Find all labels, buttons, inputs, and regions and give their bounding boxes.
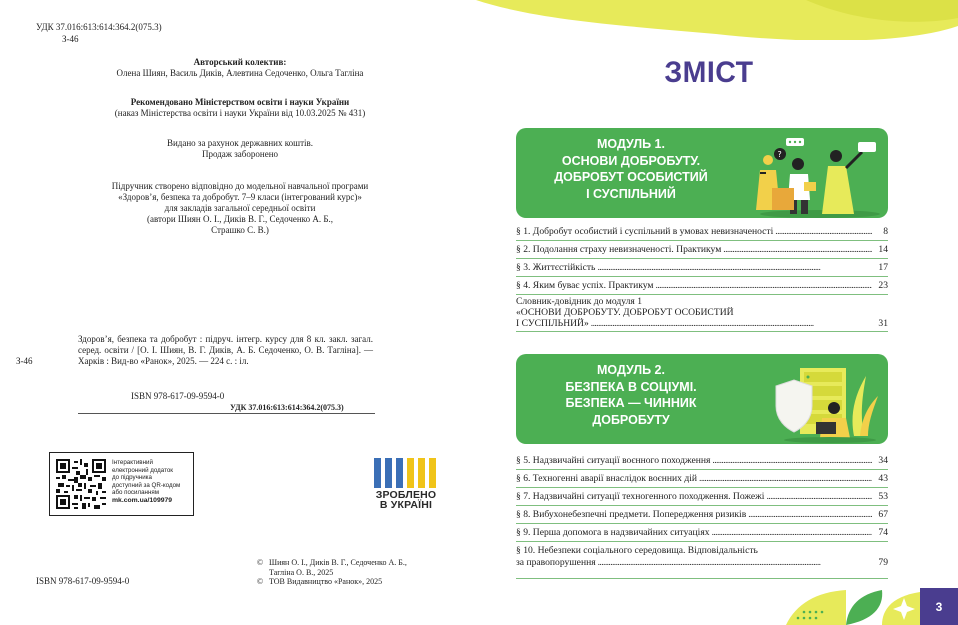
toc-leader-dots xyxy=(597,262,872,273)
people-celebrating-illustration-icon xyxy=(750,130,880,218)
toc-page-number: 43 xyxy=(878,473,888,484)
made-in-ukraine-line: В УКРАЇНІ xyxy=(379,499,433,511)
copyright-row xyxy=(257,577,457,587)
toc-row[interactable] xyxy=(516,506,888,524)
copyright-authors: Шиян О. І., Диків В. Г., Седоченко А. Б., xyxy=(269,558,407,567)
copyright-publisher: ТОВ Видавництво «Ранок», 2025 xyxy=(269,577,383,586)
module1-title-line: ДОБРОБУТ ОСОБИСТИЙ xyxy=(554,170,708,184)
module2-title-line: МОДУЛЬ 2. xyxy=(597,363,665,377)
made-in-ukraine-line: ЗРОБЛЕНО xyxy=(375,489,437,501)
qr-caption xyxy=(112,459,192,505)
module1-title-line: МОДУЛЬ 1. xyxy=(597,137,665,151)
dictionary-line: Словник-довідник до модуля 1 xyxy=(516,296,643,307)
module1-title xyxy=(516,136,746,202)
program-line: (автори Шиян О. І., Диків В. Г., Седоченко А. Б., xyxy=(146,214,334,224)
bibliographic-description: Здоров’я, безпека та добробут : підруч. інтегр. курсу для 8 кл. закл. загал. серед. освіти / [О. І. Шиян, В. Г. Диків, А. Б. Седоченко, О. В. Тагліна]. — Харків : Вид-во «Ранок», 2025. — 224 с. : іл. xyxy=(78,334,373,366)
left-page xyxy=(0,0,476,625)
toc-entry-title: § 6. Техногенні аварії внаслідок воєнних дій xyxy=(516,473,698,484)
udk-letter-code: З-46 xyxy=(62,34,79,44)
not-for-sale-line: Продаж заборонено xyxy=(201,149,279,159)
security-shield-illustration-icon xyxy=(750,356,880,444)
module1-title-line: І СУСПІЛЬНИЙ xyxy=(586,186,676,201)
toc-page-number: 34 xyxy=(878,455,888,466)
ua-bar xyxy=(418,458,425,488)
toc-leader-dots xyxy=(775,226,872,237)
toc-row[interactable] xyxy=(516,452,888,470)
toc-row[interactable] xyxy=(516,223,888,241)
toc-leader-dots xyxy=(748,509,872,520)
toc-leader-dots xyxy=(598,557,872,569)
toc-row[interactable] xyxy=(516,524,888,542)
toc-entry-title: § 5. Надзвичайні ситуації воєнного походження xyxy=(516,455,711,466)
toc-page-number: 8 xyxy=(883,226,888,237)
toc-entry-title-cont: за правопорушення xyxy=(516,556,596,568)
qr-url-link[interactable]: mk.com.ua/109979 xyxy=(112,496,173,504)
page-number-badge: 3 xyxy=(920,588,958,625)
toc-leader-dots xyxy=(766,491,872,502)
toc-leader-dots xyxy=(712,527,872,538)
toc-page-number: 14 xyxy=(878,244,888,255)
toc-row[interactable] xyxy=(516,488,888,506)
program-line: «Здоров’я, безпека та добробут. 7–9 класи (інтегрований курс)» xyxy=(118,192,362,202)
made-in-ukraine-label xyxy=(372,490,440,510)
toc-entry-title: § 3. Життєстійкість xyxy=(516,262,596,273)
authors-block xyxy=(40,57,440,79)
authors-heading: Авторський колектив: xyxy=(193,57,287,67)
toc-entry-title: § 7. Надзвичайні ситуації техногенного походження. Пожежі xyxy=(516,491,765,502)
qr-code-icon[interactable] xyxy=(56,459,106,509)
toc-leader-dots xyxy=(723,244,872,255)
toc-row[interactable] xyxy=(516,542,888,579)
toc-entry-title: § 1. Добробут особистий і суспільний в умовах невизначеності xyxy=(516,226,774,237)
toc-entry-title: § 2. Подолання страху невизначеності. Практикум xyxy=(516,244,722,255)
toc-page-number: 31 xyxy=(878,318,888,329)
dictionary-last-line xyxy=(516,318,888,329)
qr-caption-line: до підручника xyxy=(112,474,152,482)
made-in-ukraine-bars-icon xyxy=(374,458,436,488)
toc-page-number: 74 xyxy=(878,527,888,538)
module2-title-line: БЕЗПЕКА — ЧИННИК xyxy=(565,396,697,410)
module2-title xyxy=(516,362,746,428)
copyright-row xyxy=(257,558,457,568)
toc-page-number: 53 xyxy=(878,491,888,502)
qr-box xyxy=(49,452,194,516)
toc-leader-dots xyxy=(656,280,872,291)
isbn-bottom: ISBN 978-617-09-9594-0 xyxy=(36,576,130,586)
toc-entry-title: § 4. Яким буває успіх. Практикум xyxy=(516,280,654,291)
toc-module2 xyxy=(516,452,888,579)
biblio-letter-code: З-46 xyxy=(16,356,33,366)
toc-entry-title: § 8. Вибухонебезпечні предмети. Попередження ризиків xyxy=(516,509,747,520)
module2-banner[interactable] xyxy=(516,354,888,444)
toc-row[interactable] xyxy=(516,241,888,259)
toc-leader-dots xyxy=(591,318,872,329)
dictionary-line: «ОСНОВИ ДОБРОБУТУ. ДОБРОБУТ ОСОБИСТИЙ xyxy=(516,307,734,318)
made-in-ukraine-logo xyxy=(372,458,440,516)
dictionary-line: І СУСПІЛЬНИЙ» xyxy=(516,318,589,329)
copyright-symbol: © xyxy=(257,577,264,586)
ua-bar xyxy=(429,458,436,488)
ua-bar xyxy=(396,458,403,488)
qr-caption-line: електронний додаток xyxy=(112,466,173,474)
toc-page-number: 17 xyxy=(878,262,888,273)
authors-names: Олена Шиян, Василь Диків, Алевтина Седоченко, Ольга Тагліна xyxy=(116,68,364,78)
toc-entry-multiline xyxy=(516,545,888,568)
module2-title-line: БЕЗПЕКА В СОЦІУМІ. xyxy=(565,379,697,394)
udk-bottom: УДК 37.016:613:614:364.2(075.3) xyxy=(230,403,344,412)
toc-page-number: 23 xyxy=(878,280,888,291)
ministry-order-line: (наказ Міністерства освіти і науки України від 10.03.2025 № 431) xyxy=(114,108,366,118)
published-line: Видано за рахунок державних коштів. xyxy=(166,138,314,148)
qr-caption-line: Інтерактивний xyxy=(112,459,153,466)
module1-banner[interactable] xyxy=(516,128,888,218)
recommendation-block xyxy=(40,97,440,119)
toc-row[interactable] xyxy=(516,277,888,295)
program-line: Страшко С. В.) xyxy=(211,225,269,235)
toc-dictionary-entry[interactable] xyxy=(516,296,888,332)
top-decoration-shape xyxy=(476,0,958,40)
ua-bar xyxy=(374,458,381,488)
toc-entry-title: § 10. Небезпеки соціального середовища. Відповідальність xyxy=(516,545,758,556)
toc-row[interactable] xyxy=(516,259,888,277)
bibliographic-rule xyxy=(78,413,375,414)
udk-top: УДК 37.016:613:614:364.2(075.3) xyxy=(36,22,162,32)
ua-bar xyxy=(407,458,414,488)
toc-leader-dots xyxy=(712,455,872,466)
toc-entry-last-line xyxy=(516,557,888,569)
qr-caption-line: доступний за QR-кодом xyxy=(112,481,181,489)
contents-title: ЗМІСТ xyxy=(664,56,754,89)
program-line: Підручник створено відповідно до модельної навчальної програми xyxy=(111,181,369,191)
toc-row[interactable] xyxy=(516,470,888,488)
toc-leader-dots xyxy=(699,473,872,484)
copyright-block xyxy=(257,558,457,587)
toc-module1 xyxy=(516,223,888,295)
toc-entry-title: § 9. Перша допомога в надзвичайних ситуаціях xyxy=(516,527,710,538)
module1-title-line: ОСНОВИ ДОБРОБУТУ. xyxy=(561,153,701,168)
right-page xyxy=(476,0,958,625)
module2-title-line: ДОБРОБУТУ xyxy=(592,412,670,427)
copyright-symbol: © xyxy=(257,558,264,567)
toc-page-number: 67 xyxy=(878,509,888,520)
copyright-authors-cont: Тагліна О. В., 2025 xyxy=(269,567,334,577)
isbn-inner: ISBN 978-617-09-9594-0 xyxy=(131,391,225,401)
recommendation-line: Рекомендовано Міністерством освіти і науки України xyxy=(130,97,350,107)
qr-caption-line: або посиланням xyxy=(112,489,159,497)
bottom-decoration-shape xyxy=(786,584,920,625)
svg-text:?: ? xyxy=(777,150,782,159)
toc-page-number: 79 xyxy=(878,556,888,568)
published-block xyxy=(40,138,440,160)
program-line: для закладів загальної середньої освіти xyxy=(164,203,316,213)
textbook-program-block xyxy=(40,181,440,236)
ua-bar xyxy=(385,458,392,488)
